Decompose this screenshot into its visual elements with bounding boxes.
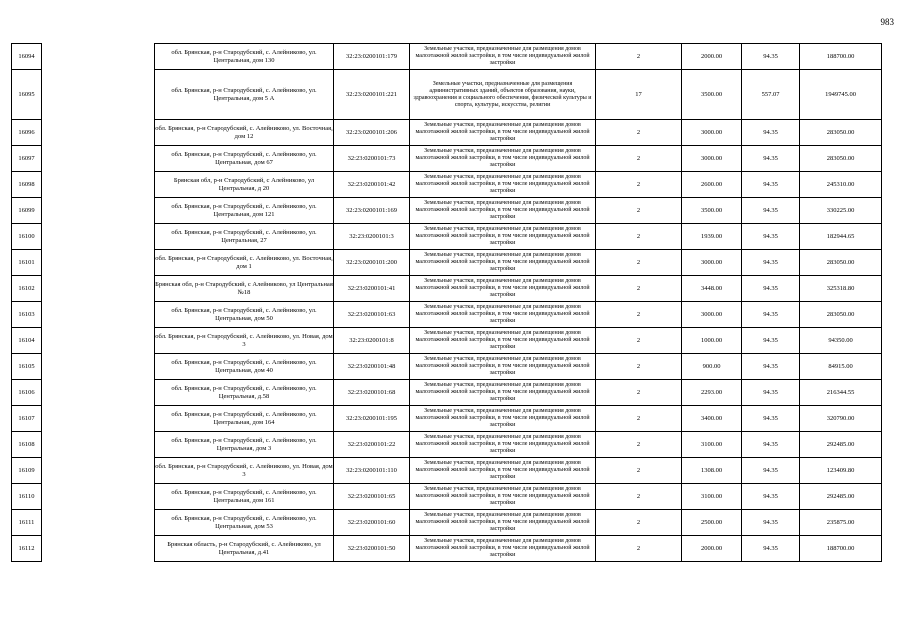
address-cell: обл. Брянская, р-н Стародубский, с. Алейниково, ул. Центральная, дом 53 (155, 510, 334, 536)
row-id-row (12, 458, 42, 484)
cadastral-value-cell: 216344.55 (800, 380, 882, 406)
row-id-cell: 16094 (12, 44, 42, 70)
row-id-cell: 16098 (12, 172, 42, 198)
land-purpose-cell: Земельные участки, предназначенные для размещения административных зданий, объектов образования, науки, здравоохранения и социального обеспечения, физической культуры и спорта, культуры, искусства, религии (410, 70, 596, 120)
specific-value-cell: 94.35 (742, 510, 800, 536)
cadastral-number-cell: 32:23:0200101:200 (334, 250, 410, 276)
cadastral-value-cell: 320790.00 (800, 406, 882, 432)
group-number-cell: 2 (596, 432, 682, 458)
table-row (155, 328, 882, 354)
land-purpose-cell: Земельные участки, предназначенные для размещения домов малоэтажной жилой застройки, в том числе индивидуальной жилой застройки (410, 406, 596, 432)
cadastral-number-cell: 32:23:0200101:48 (334, 354, 410, 380)
row-id-cell: 16097 (12, 146, 42, 172)
address-cell: обл. Брянская, р-н Стародубский, с. Алейниково, ул. Новая, дом 3 (155, 328, 334, 354)
cadastral-value-cell: 283050.00 (800, 146, 882, 172)
cadastral-value-table (154, 43, 882, 562)
cadastral-number-cell: 32:23:0200101:206 (334, 120, 410, 146)
table-row (155, 510, 882, 536)
land-purpose-cell: Земельные участки, предназначенные для размещения домов малоэтажной жилой застройки, в том числе индивидуальной жилой застройки (410, 276, 596, 302)
cadastral-value-cell: 182944.65 (800, 224, 882, 250)
row-id-row (12, 250, 42, 276)
group-number-cell: 2 (596, 328, 682, 354)
table-row (155, 44, 882, 70)
group-number-cell: 2 (596, 120, 682, 146)
group-number-cell: 2 (596, 44, 682, 70)
area-cell: 2600.00 (682, 172, 742, 198)
area-cell: 2000.00 (682, 44, 742, 70)
area-cell: 3400.00 (682, 406, 742, 432)
row-id-row (12, 302, 42, 328)
area-cell: 900.00 (682, 354, 742, 380)
cadastral-number-cell: 32:23:0200101:63 (334, 302, 410, 328)
table-row (155, 198, 882, 224)
group-number-cell: 2 (596, 224, 682, 250)
specific-value-cell: 94.35 (742, 250, 800, 276)
land-purpose-cell: Земельные участки, предназначенные для размещения домов малоэтажной жилой застройки, в том числе индивидуальной жилой застройки (410, 328, 596, 354)
land-purpose-cell: Земельные участки, предназначенные для размещения домов малоэтажной жилой застройки, в том числе индивидуальной жилой застройки (410, 250, 596, 276)
group-number-cell: 2 (596, 276, 682, 302)
land-purpose-cell: Земельные участки, предназначенные для размещения домов малоэтажной жилой застройки, в том числе индивидуальной жилой застройки (410, 536, 596, 562)
cadastral-value-cell: 292485.00 (800, 484, 882, 510)
group-number-cell: 2 (596, 510, 682, 536)
address-cell: Брянская обл, р-н Стародубский, с Алейниково, ул Центральная №18 (155, 276, 334, 302)
cadastral-value-cell: 245310.00 (800, 172, 882, 198)
address-cell: обл. Брянская, р-н Стародубский, с. Алейниково, ул. Центральная, дом 3 (155, 432, 334, 458)
cadastral-number-cell: 32:23:0200101:169 (334, 198, 410, 224)
row-id-cell: 16104 (12, 328, 42, 354)
land-purpose-cell: Земельные участки, предназначенные для размещения домов малоэтажной жилой застройки, в том числе индивидуальной жилой застройки (410, 458, 596, 484)
cadastral-value-cell: 188700.00 (800, 44, 882, 70)
cadastral-value-cell: 325318.80 (800, 276, 882, 302)
row-id-cell: 16107 (12, 406, 42, 432)
row-id-row (12, 276, 42, 302)
land-purpose-cell: Земельные участки, предназначенные для размещения домов малоэтажной жилой застройки, в том числе индивидуальной жилой застройки (410, 432, 596, 458)
row-id-row (12, 432, 42, 458)
address-cell: обл. Брянская, р-н Стародубский, с. Алейниково, ул. Восточная, дом 1 (155, 250, 334, 276)
row-id-row (12, 146, 42, 172)
land-purpose-cell: Земельные участки, предназначенные для размещения домов малоэтажной жилой застройки, в том числе индивидуальной жилой застройки (410, 198, 596, 224)
area-cell: 3000.00 (682, 302, 742, 328)
page-number: 983 (880, 17, 894, 27)
address-cell: обл. Брянская, р-н Стародубский, с. Алейниково, ул. Восточная, дом 12 (155, 120, 334, 146)
row-id-cell: 16111 (12, 510, 42, 536)
cadastral-number-cell: 32:23:0200101:195 (334, 406, 410, 432)
table-row (155, 120, 882, 146)
group-number-cell: 2 (596, 458, 682, 484)
table-row (155, 70, 882, 120)
land-purpose-cell: Земельные участки, предназначенные для размещения домов малоэтажной жилой застройки, в том числе индивидуальной жилой застройки (410, 224, 596, 250)
cadastral-value-cell: 84915.00 (800, 354, 882, 380)
cadastral-number-cell: 32:23:0200101:221 (334, 70, 410, 120)
row-id-cell: 16100 (12, 224, 42, 250)
area-cell: 2000.00 (682, 536, 742, 562)
group-number-cell: 2 (596, 354, 682, 380)
specific-value-cell: 94.35 (742, 354, 800, 380)
area-cell: 3000.00 (682, 120, 742, 146)
group-number-cell: 2 (596, 172, 682, 198)
specific-value-cell: 94.35 (742, 432, 800, 458)
address-cell: обл. Брянская, р-н Стародубский, с. Алейниково, ул. Центральная, дом 121 (155, 198, 334, 224)
row-id-cell: 16106 (12, 380, 42, 406)
row-id-row (12, 484, 42, 510)
address-cell: обл. Брянская, р-н Стародубский, с. Алейниково, ул. Центральная, дом 40 (155, 354, 334, 380)
row-id-cell: 16109 (12, 458, 42, 484)
row-id-cell: 16110 (12, 484, 42, 510)
land-purpose-cell: Земельные участки, предназначенные для размещения домов малоэтажной жилой застройки, в том числе индивидуальной жилой застройки (410, 380, 596, 406)
area-cell: 3000.00 (682, 250, 742, 276)
cadastral-number-cell: 32:23:0200101:110 (334, 458, 410, 484)
land-purpose-cell: Земельные участки, предназначенные для размещения домов малоэтажной жилой застройки, в том числе индивидуальной жилой застройки (410, 484, 596, 510)
cadastral-value-cell: 292485.00 (800, 432, 882, 458)
row-id-row (12, 380, 42, 406)
area-cell: 1939.00 (682, 224, 742, 250)
cadastral-value-cell: 94350.00 (800, 328, 882, 354)
cadastral-number-cell: 32:23:0200101:50 (334, 536, 410, 562)
table-row (155, 432, 882, 458)
cadastral-number-cell: 32:23:0200101:42 (334, 172, 410, 198)
cadastral-number-cell: 32:23:0200101:3 (334, 224, 410, 250)
specific-value-cell: 94.35 (742, 380, 800, 406)
area-cell: 2500.00 (682, 510, 742, 536)
row-id-cell: 16103 (12, 302, 42, 328)
cadastral-number-cell: 32:23:0200101:8 (334, 328, 410, 354)
specific-value-cell: 94.35 (742, 406, 800, 432)
specific-value-cell: 94.35 (742, 172, 800, 198)
cadastral-number-cell: 32:23:0200101:65 (334, 484, 410, 510)
table-row (155, 224, 882, 250)
area-cell: 3448.00 (682, 276, 742, 302)
address-cell: обл. Брянская, р-н Стародубский, с. Алейниково, ул. Центральная, дом 161 (155, 484, 334, 510)
table-row (155, 250, 882, 276)
row-id-row (12, 70, 42, 120)
cadastral-value-cell: 283050.00 (800, 250, 882, 276)
row-id-row (12, 120, 42, 146)
address-cell: обл. Брянская, р-н Стародубский, с. Алейниково, ул. Новая, дом 3 (155, 458, 334, 484)
table-row (155, 146, 882, 172)
address-cell: обл. Брянская, р-н Стародубский, с. Алейниково, ул. Центральная, дом 164 (155, 406, 334, 432)
row-id-cell: 16099 (12, 198, 42, 224)
group-number-cell: 2 (596, 146, 682, 172)
group-number-cell: 2 (596, 250, 682, 276)
group-number-cell: 2 (596, 406, 682, 432)
group-number-cell: 2 (596, 380, 682, 406)
address-cell: Брянская обл, р-н Стародубский, с Алейниково, ул Центральная, д 20 (155, 172, 334, 198)
row-id-row (12, 224, 42, 250)
area-cell: 3500.00 (682, 70, 742, 120)
cadastral-value-cell: 123409.80 (800, 458, 882, 484)
table-row (155, 302, 882, 328)
table-row (155, 484, 882, 510)
cadastral-value-cell: 1949745.00 (800, 70, 882, 120)
specific-value-cell: 94.35 (742, 484, 800, 510)
specific-value-cell: 94.35 (742, 276, 800, 302)
table-row (155, 406, 882, 432)
specific-value-cell: 94.35 (742, 536, 800, 562)
area-cell: 1000.00 (682, 328, 742, 354)
area-cell: 1308.00 (682, 458, 742, 484)
address-cell: обл. Брянская, р-н Стародубский, с. Алейниково, ул. Центральная, д.58 (155, 380, 334, 406)
land-purpose-cell: Земельные участки, предназначенные для размещения домов малоэтажной жилой застройки, в том числе индивидуальной жилой застройки (410, 354, 596, 380)
table-row (155, 276, 882, 302)
group-number-cell: 2 (596, 302, 682, 328)
cadastral-number-cell: 32:23:0200101:179 (334, 44, 410, 70)
area-cell: 3000.00 (682, 146, 742, 172)
area-cell: 3100.00 (682, 432, 742, 458)
row-id-row (12, 406, 42, 432)
cadastral-number-cell: 32:23:0200101:73 (334, 146, 410, 172)
specific-value-cell: 94.35 (742, 302, 800, 328)
address-cell: обл. Брянская, р-н Стародубский, с. Алейниково, ул. Центральная, дом 67 (155, 146, 334, 172)
cadastral-number-cell: 32:23:0200101:60 (334, 510, 410, 536)
group-number-cell: 2 (596, 198, 682, 224)
land-purpose-cell: Земельные участки, предназначенные для размещения домов малоэтажной жилой застройки, в том числе индивидуальной жилой застройки (410, 120, 596, 146)
cadastral-number-cell: 32:23:0200101:41 (334, 276, 410, 302)
table-row (155, 458, 882, 484)
cadastral-number-cell: 32:23:0200101:68 (334, 380, 410, 406)
row-id-cell: 16102 (12, 276, 42, 302)
specific-value-cell: 94.35 (742, 224, 800, 250)
row-id-cell: 16095 (12, 70, 42, 120)
specific-value-cell: 94.35 (742, 198, 800, 224)
address-cell: Брянская область, р-н Стародубский, с. Алейниково, ул Центральная, д.41 (155, 536, 334, 562)
table-row (155, 536, 882, 562)
group-number-cell: 2 (596, 484, 682, 510)
cadastral-value-cell: 188700.00 (800, 536, 882, 562)
cadastral-value-cell: 235875.00 (800, 510, 882, 536)
specific-value-cell: 94.35 (742, 44, 800, 70)
row-id-cell: 16108 (12, 432, 42, 458)
address-cell: обл. Брянская, р-н Стародубский, с. Алейниково, ул. Центральная, дом 5 А (155, 70, 334, 120)
row-id-row (12, 328, 42, 354)
table-row (155, 354, 882, 380)
address-cell: обл. Брянская, р-н Стародубский, с. Алейниково, ул. Центральная, дом 130 (155, 44, 334, 70)
area-cell: 3500.00 (682, 198, 742, 224)
specific-value-cell: 94.35 (742, 146, 800, 172)
group-number-cell: 2 (596, 536, 682, 562)
cadastral-value-cell: 283050.00 (800, 302, 882, 328)
land-purpose-cell: Земельные участки, предназначенные для размещения домов малоэтажной жилой застройки, в том числе индивидуальной жилой застройки (410, 302, 596, 328)
row-id-column (11, 43, 42, 562)
specific-value-cell: 557.07 (742, 70, 800, 120)
row-id-cell: 16096 (12, 120, 42, 146)
row-id-row (12, 510, 42, 536)
cadastral-value-cell: 330225.00 (800, 198, 882, 224)
specific-value-cell: 94.35 (742, 120, 800, 146)
row-id-cell: 16105 (12, 354, 42, 380)
table-row (155, 172, 882, 198)
row-id-row (12, 44, 42, 70)
land-purpose-cell: Земельные участки, предназначенные для размещения домов малоэтажной жилой застройки, в том числе индивидуальной жилой застройки (410, 44, 596, 70)
address-cell: обл. Брянская, р-н Стародубский, с. Алейниково, ул. Центральная, 27 (155, 224, 334, 250)
land-purpose-cell: Земельные участки, предназначенные для размещения домов малоэтажной жилой застройки, в том числе индивидуальной жилой застройки (410, 172, 596, 198)
area-cell: 2293.00 (682, 380, 742, 406)
row-id-row (12, 198, 42, 224)
row-id-row (12, 536, 42, 562)
cadastral-value-cell: 283050.00 (800, 120, 882, 146)
specific-value-cell: 94.35 (742, 328, 800, 354)
group-number-cell: 17 (596, 70, 682, 120)
row-id-row (12, 172, 42, 198)
row-id-row (12, 354, 42, 380)
address-cell: обл. Брянская, р-н Стародубский, с. Алейниково, ул. Центральная, дом 50 (155, 302, 334, 328)
cadastral-number-cell: 32:23:0200101:22 (334, 432, 410, 458)
area-cell: 3100.00 (682, 484, 742, 510)
land-purpose-cell: Земельные участки, предназначенные для размещения домов малоэтажной жилой застройки, в том числе индивидуальной жилой застройки (410, 510, 596, 536)
land-purpose-cell: Земельные участки, предназначенные для размещения домов малоэтажной жилой застройки, в том числе индивидуальной жилой застройки (410, 146, 596, 172)
table-row (155, 380, 882, 406)
row-id-cell: 16112 (12, 536, 42, 562)
row-id-cell: 16101 (12, 250, 42, 276)
specific-value-cell: 94.35 (742, 458, 800, 484)
